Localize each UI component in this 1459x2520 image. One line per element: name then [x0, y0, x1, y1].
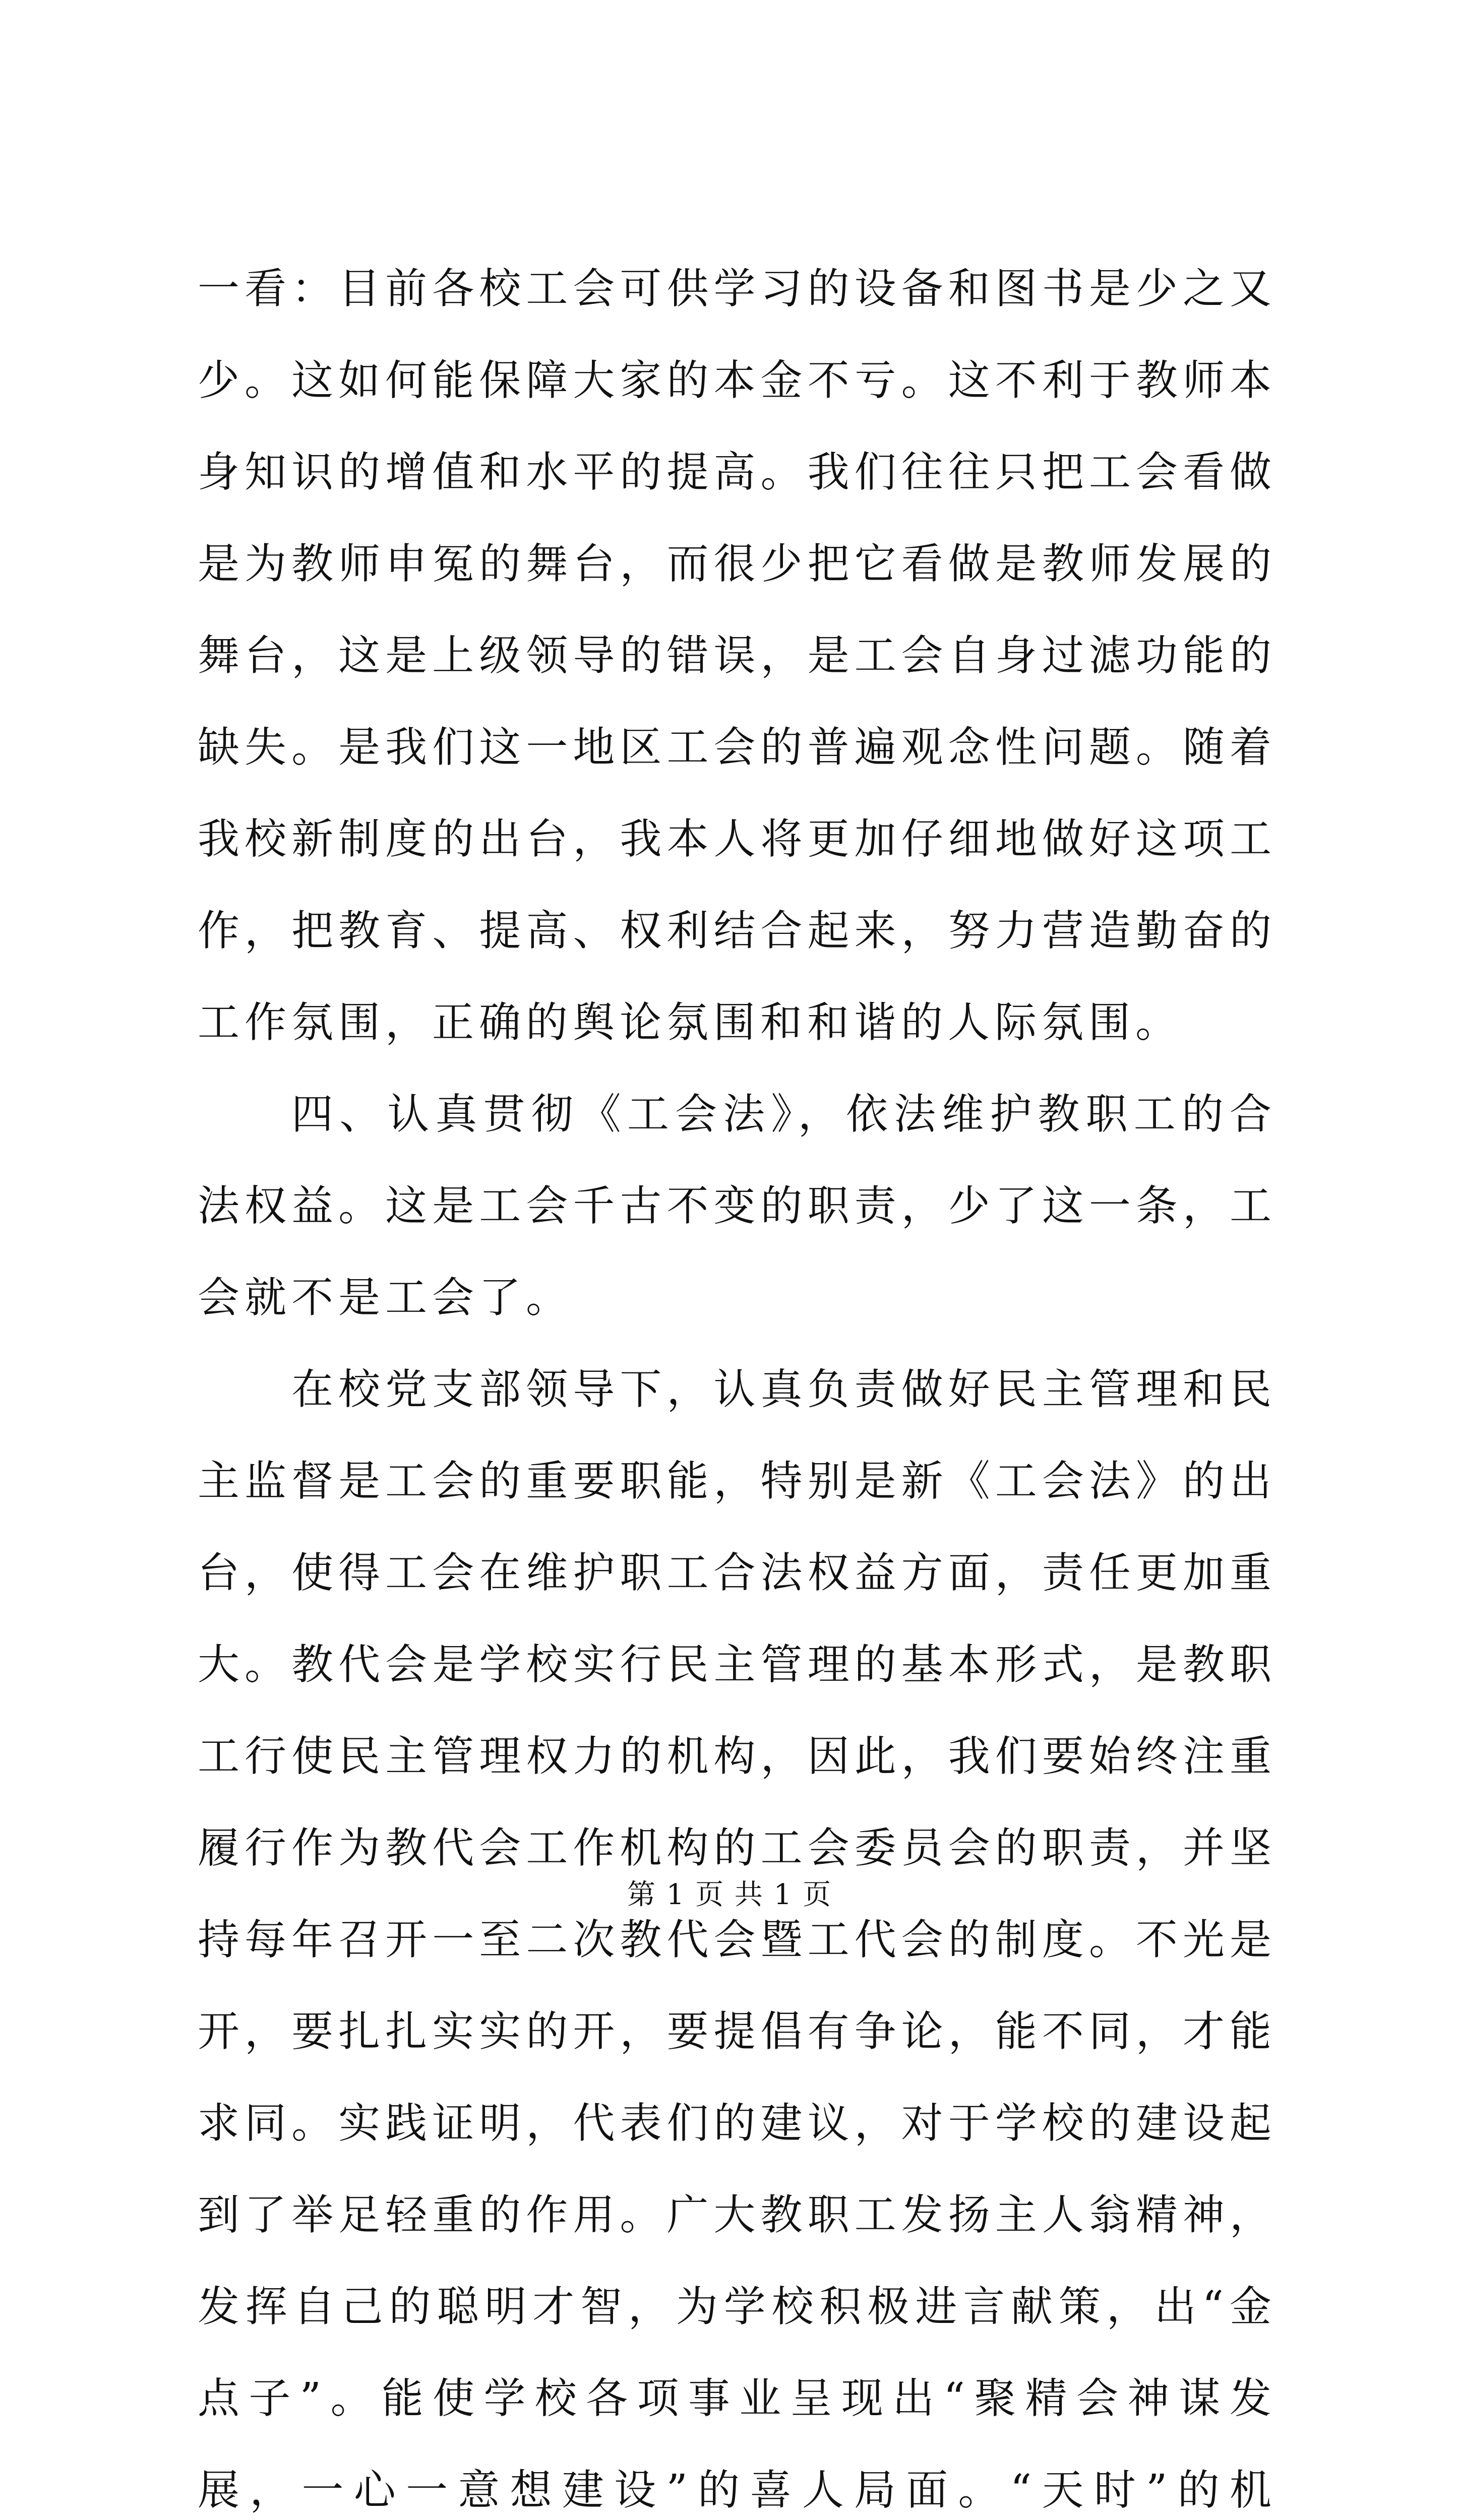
paragraph-1: 一看：目前各校工会可供学习的设备和图书是少之又少。这如何能保障大家的本金不亏。这不利于教师本身知识的增值和水平的提高。我们往往只把工会看做是为教师申冤的舞台，而很少把它看做是教师发展的舞台，这是上级领导的错误，是工会自身过滤功能的缺失。是我们这一地区工会的普遍观念性问题。随着我校新制度的出台，我本人将更加仔细地做好这项工作，把教育、提高、权利结合起来，努力营造勤奋的工作氛围，正确的舆论氛围和和谐的人际氛围。	[198, 264, 1276, 1047]
page-footer: 第 1 页 共 1 页	[627, 1878, 832, 1911]
paragraph-3: 在校党支部领导下，认真负责做好民主管理和民主监督是工会的重要职能，特别是新《工会法》的出台，使得工会在维护职工合法权益方面，责任更加重大。教代会是学校实行民主管理的基本形式，是教职工行使民主管理权力的机构，因此，我们要始终注重履行作为教代会工作机构的工会委员会的职责，并坚持每年召开一至二次教代会暨工代会的制度。不光是开，要扎扎实实的开，要提倡有争论，能不同，才能求同。实践证明，代表们的建议，对于学校的建设起到了举足轻重的作用。广大教职工发扬主人翁精神，发挥自己的聪明才智，为学校积极进言献策，出“金点子”。能使学校各项事业呈现出“聚精会神谋发展，一心一意想建设”的喜人局面。“天时”的机	[198, 1365, 1276, 2514]
document-body	[198, 243, 1276, 2520]
paragraph-2: 四、认真贯彻《工会法》，依法维护教职工的合法权益。这是工会千古不变的职责，少了这一条，工会就不是工会了。	[198, 1090, 1276, 1322]
